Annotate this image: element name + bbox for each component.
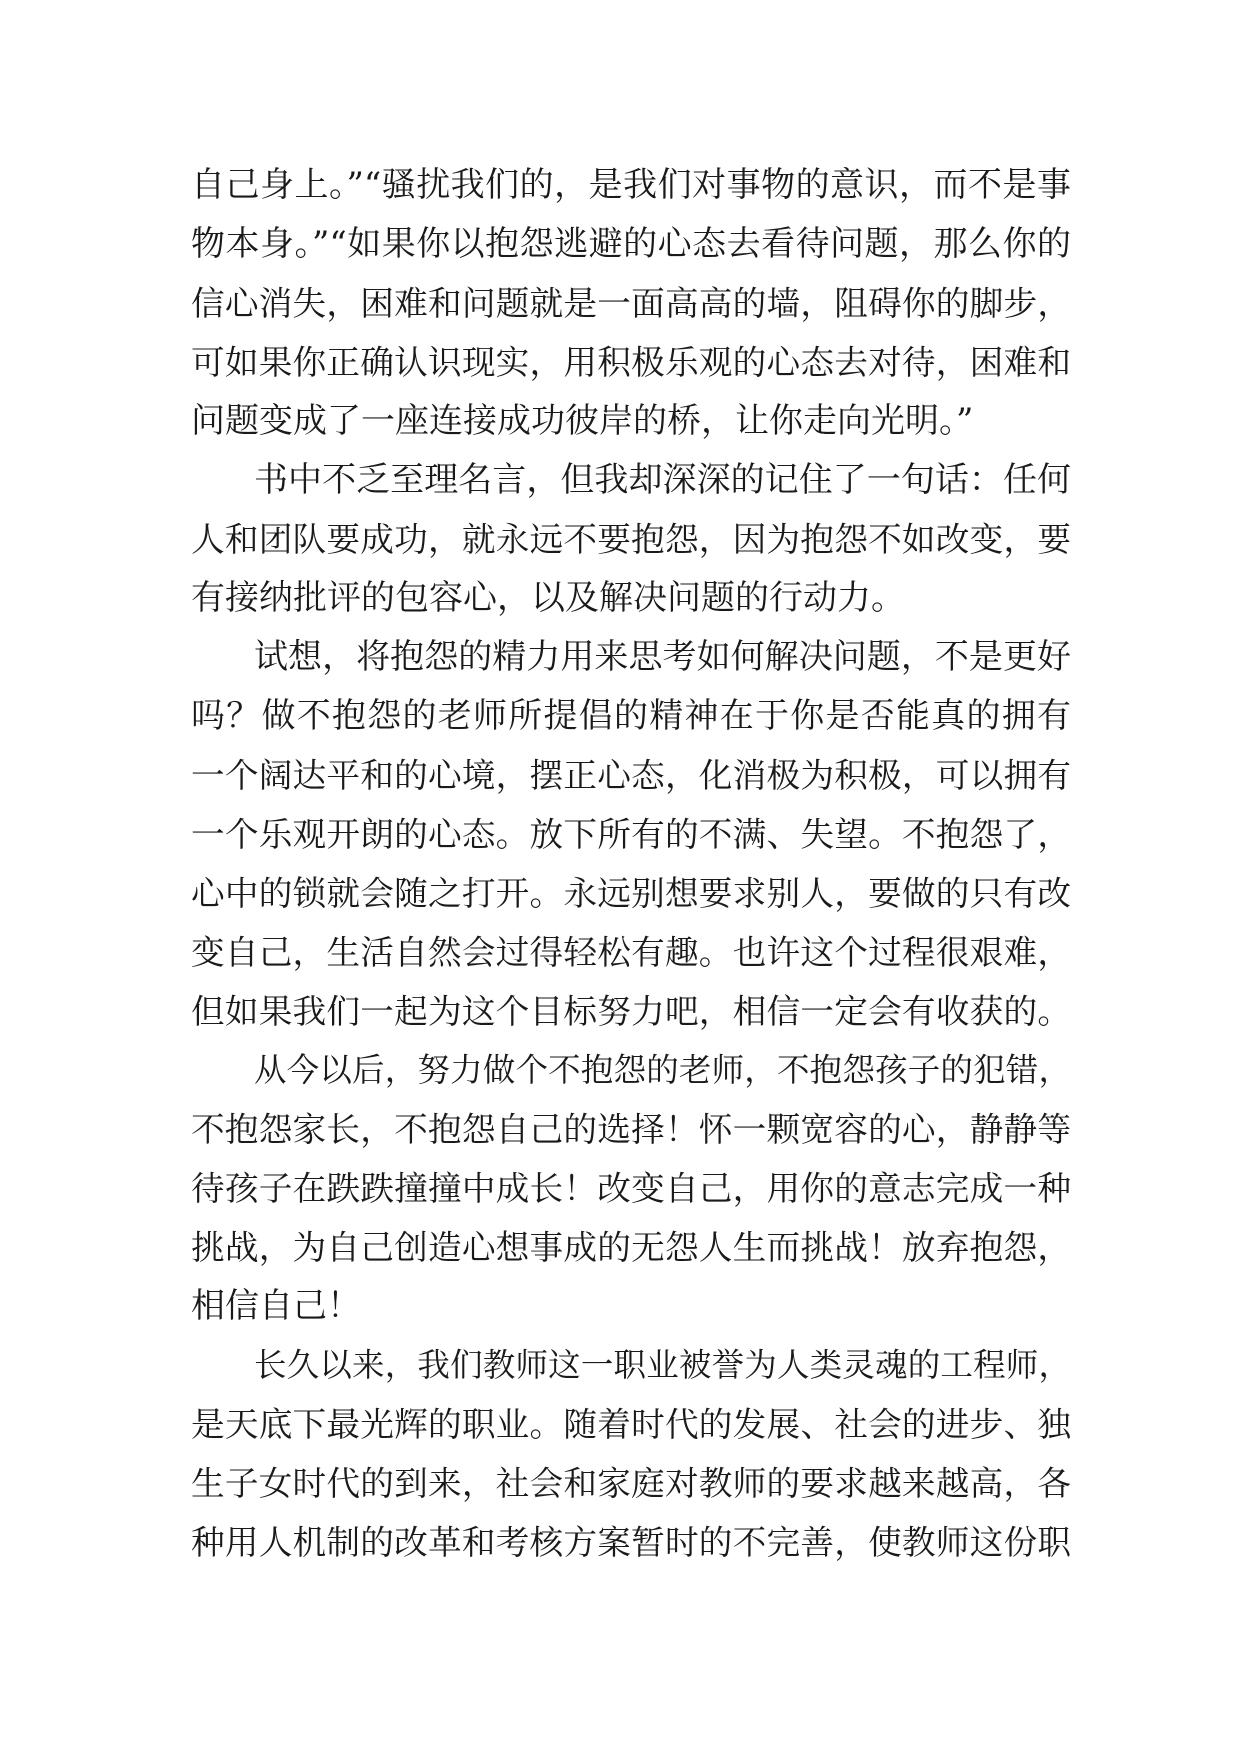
text-line: 种用人机制的改革和考核方案暂时的不完善，使教师这份职 [191, 1523, 1071, 1562]
text-line: 变自己，生活自然会过得轻松有趣。也许这个过程很艰难， [191, 933, 1071, 972]
text-line: 不抱怨家长，不抱怨自己的选择！怀一颗宽容的心，静静等 [191, 1110, 1071, 1149]
text-line: 有接纳批评的包容心，以及解决问题的行动力。 [191, 578, 905, 618]
text-line: 但如果我们一起为这个目标努力吧，相信一定会有收获的。 [191, 992, 1071, 1031]
paragraph-first-line: 长久以来，我们教师这一职业被誉为人类灵魂的工程师， [254, 1346, 1071, 1384]
text-line: 一个乐观开朗的心态。放下所有的不满、失望。不抱怨了， [191, 815, 1071, 854]
text-line: 心中的锁就会随之打开。永远别想要求别人，要做的只有改 [191, 874, 1071, 913]
text-line: 一个阔达平和的心境，摆正心态，化消极为积极，可以拥有 [191, 756, 1071, 795]
text-line: 自己身上。”“骚扰我们的，是我们对事物的意识，而不是事 [191, 165, 1071, 205]
text-line: 生子女时代的到来，社会和家庭对教师的要求越来越高，各 [191, 1464, 1071, 1503]
text-line: 吗？做不抱怨的老师所提倡的精神在于你是否能真的拥有 [191, 696, 1071, 736]
text-line: 问题变成了一座连接成功彼岸的桥，让你走向光明。” [191, 401, 974, 441]
text-line: 物本身。”“如果你以抱怨逃避的心态去看待问题，那么你的 [191, 224, 1071, 264]
text-line: 可如果你正确认识现实，用积极乐观的心态去对待，困难和 [191, 343, 1071, 382]
paragraph-first-line: 试想，将抱怨的精力用来思考如何解决问题，不是更好 [254, 637, 1071, 677]
text-line: 人和团队要成功，就永远不要抱怨，因为抱怨不如改变，要 [191, 520, 1071, 559]
text-line: 是天底下最光辉的职业。随着时代的发展、社会的进步、独 [191, 1405, 1071, 1444]
text-line: 相信自己！ [191, 1286, 361, 1326]
paragraph-first-line: 书中不乏至理名言，但我却深深的记住了一句话：任何 [254, 460, 1071, 500]
text-line: 信心消失，困难和问题就是一面高高的墙，阻碍你的脚步， [191, 284, 1071, 323]
body-text [191, 156, 1071, 1572]
paragraph-first-line: 从今以后，努力做个不抱怨的老师，不抱怨孩子的犯错， [254, 1051, 1071, 1089]
text-line: 待孩子在跌跌撞撞中成长！改变自己，用你的意志完成一种 [191, 1169, 1071, 1208]
text-line: 挑战，为自己创造心想事成的无怨人生而挑战！放弃抱怨， [191, 1228, 1071, 1267]
